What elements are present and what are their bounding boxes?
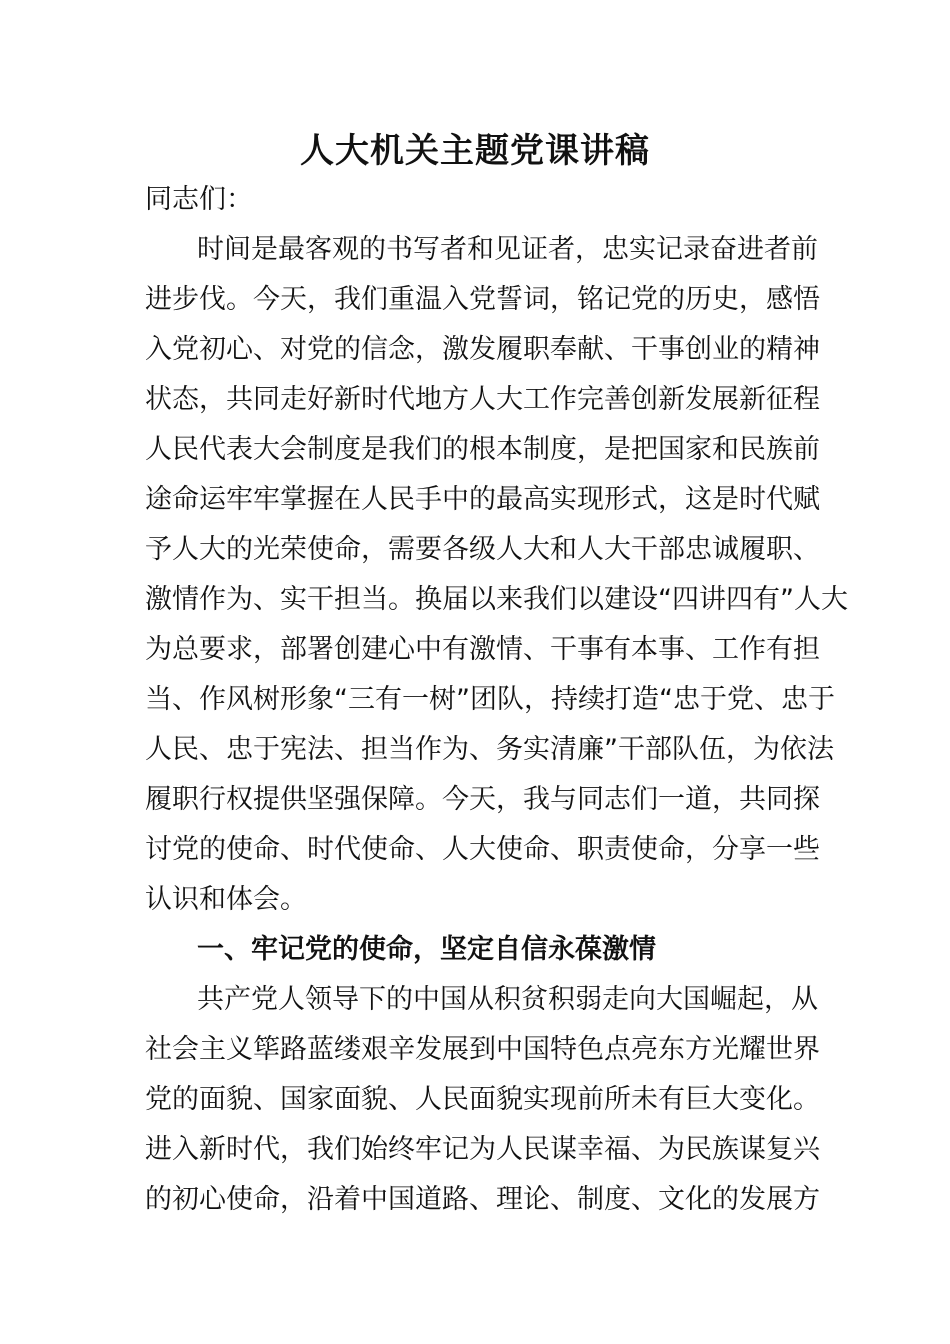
text-line: 时间是最客观的书写者和见证者，忠实记录奋进者前: [197, 234, 818, 265]
text-line: 途命运牢牢掌握在人民手中的最高实现形式，这是时代赋: [145, 484, 820, 515]
text-line: 讨党的使命、时代使命、人大使命、职责使命，分享一些: [145, 834, 820, 865]
text-line: 社会主义筚路蓝缕艰辛发展到中国特色点亮东方光耀世界: [145, 1034, 820, 1065]
text-line: 为总要求，部署创建心中有激情、干事有本事、工作有担: [145, 634, 820, 665]
text-line: 入党初心、对党的信念，激发履职奉献、干事创业的精神: [145, 334, 820, 365]
text-line: 的初心使命，沿着中国道路、理论、制度、文化的发展方: [145, 1184, 820, 1215]
text-line: 状态，共同走好新时代地方人大工作完善创新发展新征程: [145, 384, 820, 415]
text-line: 进入新时代，我们始终牢记为人民谋幸福、为民族谋复兴: [145, 1134, 820, 1165]
text-line: 党的面貌、国家面貌、人民面貌实现前所未有巨大变化。: [145, 1084, 820, 1115]
text-line: 予人大的光荣使命，需要各级人大和人大干部忠诚履职、: [145, 534, 820, 565]
text-line: 进步伐。今天，我们重温入党誓词，铭记党的历史，感悟: [145, 284, 820, 315]
salutation: 同志们：: [145, 184, 253, 215]
text-line: 认识和体会。: [145, 884, 307, 915]
text-line: 人民代表大会制度是我们的根本制度，是把国家和民族前: [145, 434, 820, 465]
document-title: 人大机关主题党课讲稿: [300, 131, 650, 171]
paragraph-lines: [145, 225, 848, 1225]
text-line: 当、作风树形象“三有一树”团队，持续打造“忠于党、忠于: [145, 684, 835, 715]
document-body: [145, 175, 848, 1225]
section-heading: 一、牢记党的使命，坚定自信永葆激情: [197, 934, 656, 965]
text-line: 共产党人领导下的中国从积贫积弱走向大国崛起，从: [197, 984, 818, 1015]
text-line: 履职行权提供坚强保障。今天，我与同志们一道，共同探: [145, 784, 820, 815]
text-line: 激情作为、实干担当。换届以来我们以建设“四讲四有”人大: [145, 584, 848, 615]
text-line: 人民、忠于宪法、担当作为、务实清廉”干部队伍，为依法: [145, 734, 834, 765]
